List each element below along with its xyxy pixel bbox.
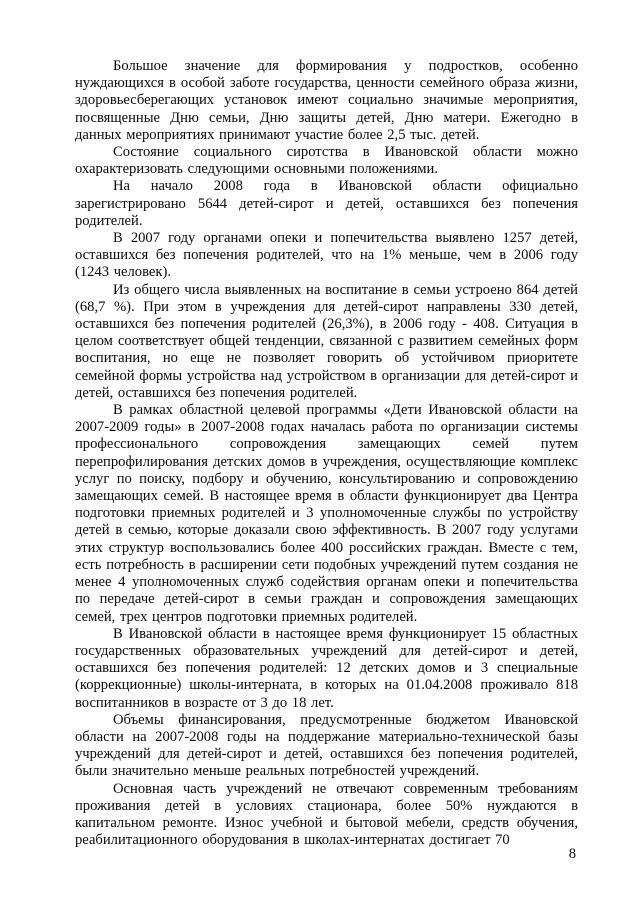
paragraph-orphanhood-state: Состояние социального сиротства в Ивановской области можно охарактеризовать следующими основными положениями.: [75, 144, 578, 178]
paragraph-regional-program: В рамках областной целевой программы «Дети Ивановской области на 2007-2009 годы» в 2007-2008 годах началась работа по организации системы профессионального сопровождения замещающих семей путем перепрофилирования детских домов в учреждения, осуществляющие комплекс услуг по поиску, подбору и обучению, консультированию и сопровождению замещающих семей. В настоящее время в области функционирует два Центра подготовки приемных родителей и 3 уполномоченные службы по устройству детей в семью, которые доказали свою эффективность. В 2007 году услугами этих структур воспользовались более 400 российских граждан. Вместе с тем, есть потребность в расширении сети подобных учреждений путем создания не менее 4 уполномоченных служб содействия органам опеки и попечительства по передаче детей-сирот в семьи граждан и сопровождения замещающих семей, трех центров подготовки приемных родителей.: [75, 402, 578, 625]
page-number: 8: [568, 846, 576, 862]
paragraph-facility-condition: Основная часть учреждений не отвечают современным требованиям проживания детей в условиях стационара, более 50% нуждаются в капитальном ремонте. Износ учебной и бытовой мебели, средств обучения, реабилитационного оборудования в школах-интернатах достигает 70: [75, 780, 578, 849]
document-body: [75, 58, 578, 849]
paragraph-social-events: Большое значение для формирования у подростков, особенно нуждающихся в особой заботе государства, ценности семейного образа жизни, здоровьесберегающих установок имеют социально значимые мероприятия, посвященные Дню семьи, Дню защиты детей, Дню матери. Ежегодно в данных мероприятиях принимают участие более 2,5 тыс. детей.: [75, 58, 578, 143]
paragraph-funding: Объемы финансирования, предусмотренные бюджетом Ивановской области на 2007-2008 годы на поддержание материально-технической базы учреждений для детей-сирот и детей, оставшихся без попечения родителей, были значительно меньше реальных потребностей учреждений.: [75, 711, 578, 780]
paragraph-placement-statistics: Из общего числа выявленных на воспитание в семьи устроено 864 детей (68,7 %). При этом в учреждения для детей-сирот направлены 330 детей, оставшихся без попечения родителей (26,3%), в 2006 году - 408. Ситуация в целом соответствует общей тенденции, связанной с развитием семейных форм воспитания, но еще не позволяет говорить об устойчивом приоритете семейной формы устройства над устройством в организации для детей-сирот и детей, оставшихся без попечения родителей.: [75, 281, 578, 401]
paragraph-registered-2008: На начало 2008 года в Ивановской области официально зарегистрировано 5644 детей-сирот и детей, оставшихся без попечения родителей.: [75, 178, 578, 229]
paragraph-institutions-count: В Ивановской области в настоящее время функционирует 15 областных государственных образовательных учреждений для детей-сирот и детей, оставшихся без попечения родителей: 12 детских домов и 3 специальные (коррекционные) школы-интерната, в которых на 01.04.2008 проживало 818 воспитанников в возрасте от 3 до 18 лет.: [75, 625, 578, 711]
paragraph-identified-2007: В 2007 году органами опеки и попечительства выявлено 1257 детей, оставшихся без попечения родителей, что на 1% меньше, чем в 2006 году (1243 человек).: [75, 230, 578, 281]
